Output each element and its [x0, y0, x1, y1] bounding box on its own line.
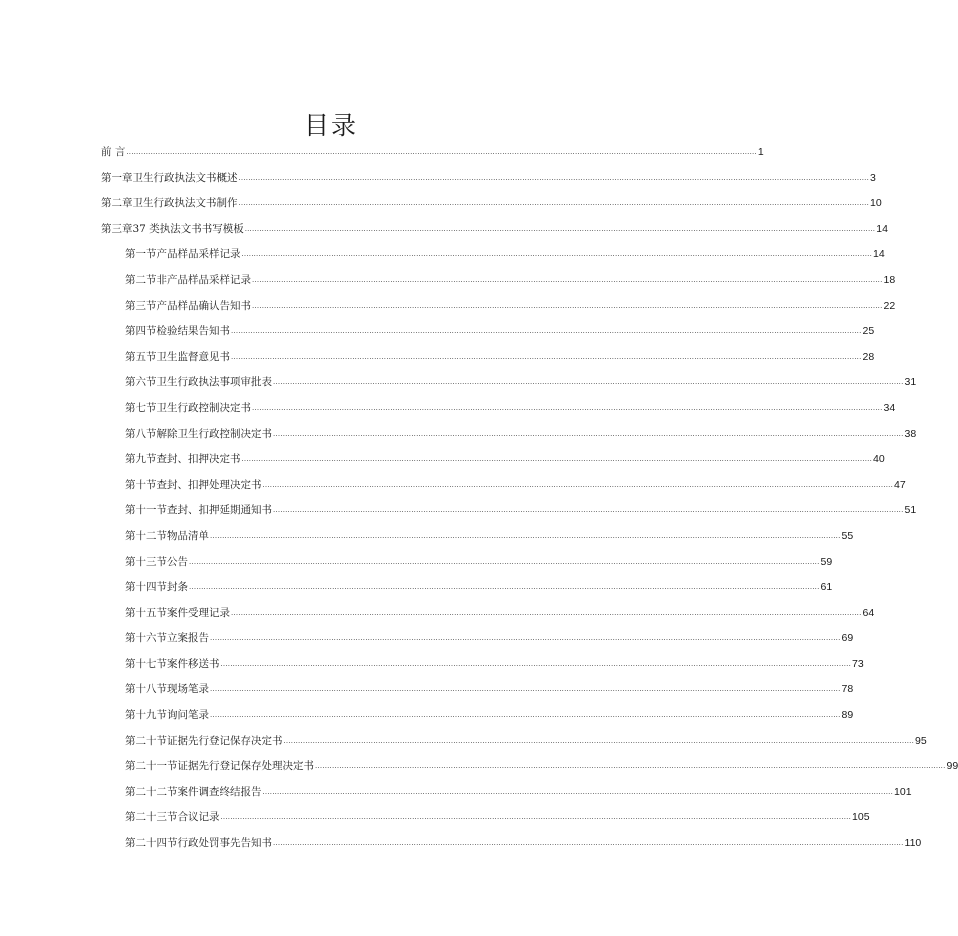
dot-leader: .................................................................................................................................................................................................................................................................... — [315, 762, 946, 771]
toc-entry-number: 第十一节 — [125, 504, 167, 517]
toc-entry-page-number: 38 — [904, 427, 917, 440]
toc-entry-number: 第四节 — [125, 325, 157, 338]
toc-entry-title: 现场笔录 — [167, 683, 209, 696]
toc-entry-title: 公告 — [167, 555, 188, 568]
toc-entry-title: 非产品样品采样记录 — [156, 273, 251, 286]
toc-entry-page-number: 22 — [883, 299, 896, 312]
dot-leader: .................................................................................................................................................................................................................................................................... — [210, 531, 841, 540]
toc-entry-number: 第二十二节 — [125, 785, 178, 798]
toc-entry-title: 卫生行政执法文书制作 — [132, 197, 238, 210]
toc-entry-page-number: 34 — [883, 401, 896, 414]
dot-leader: .................................................................................................................................................................................................................................................................... — [244, 224, 876, 233]
toc-entry-number: 第二十一节 — [125, 760, 178, 773]
toc-entry-title: 证据先行登记保存处理决定书 — [177, 760, 314, 773]
toc-entry-page-number: 99 — [946, 760, 958, 773]
toc-entry[interactable] — [101, 191, 882, 217]
toc-entry-title: 产品样品确认告知书 — [156, 299, 251, 312]
toc-entry-title: 合议记录 — [177, 811, 220, 824]
toc-entry[interactable] — [101, 473, 906, 499]
toc-entry-number: 第一节 — [125, 248, 157, 261]
page-title: 目录 — [303, 111, 358, 140]
toc-entry-page-number: 47 — [894, 478, 906, 491]
toc-entry-title: 封条 — [167, 581, 188, 594]
toc-entry-page-number: 51 — [904, 504, 917, 517]
dot-leader: .................................................................................................................................................................................................................................................................... — [283, 736, 915, 745]
toc-entry-page-number: 110 — [904, 837, 922, 850]
toc-entry-page-number: 40 — [873, 453, 885, 466]
dot-leader: .................................................................................................................................................................................................................................................................... — [238, 173, 870, 182]
toc-entry-number: 第五节 — [125, 350, 157, 363]
toc-entry-title: 卫生行政控制决定书 — [156, 401, 251, 414]
dot-leader: .................................................................................................................................................................................................................................................................... — [238, 199, 870, 208]
dot-leader: .................................................................................................................................................................................................................................................................... — [220, 659, 852, 668]
dot-leader: .................................................................................................................................................................................................................................................................... — [273, 506, 904, 515]
toc-entry[interactable] — [101, 601, 875, 627]
toc-entry[interactable] — [101, 575, 833, 601]
toc-entry-page-number: 64 — [862, 606, 875, 619]
toc-entry-number: 第六节 — [125, 376, 157, 389]
toc-entry[interactable] — [101, 217, 888, 243]
toc-entry[interactable] — [101, 370, 917, 396]
toc-entry-number: 第十六节 — [125, 632, 167, 645]
toc-entry-number: 第一章 — [101, 171, 133, 184]
toc-entry-title: 案件移送书 — [167, 657, 220, 670]
dot-leader: .................................................................................................................................................................................................................................................................... — [231, 352, 862, 361]
dot-leader: .................................................................................................................................................................................................................................................................... — [262, 480, 894, 489]
toc-entry-title: 立案报告 — [167, 632, 209, 645]
toc-entry-page-number: 18 — [883, 273, 896, 286]
toc-entry-number: 第八节 — [125, 427, 157, 440]
dot-leader: .................................................................................................................................................................................................................................................................... — [273, 839, 904, 848]
toc-entry-title: 查封、扣押处理决定书 — [156, 478, 262, 491]
toc-entry-number: 第九节 — [125, 453, 157, 466]
toc-entry-number: 第七节 — [125, 401, 157, 414]
toc-entry-number: 第二十节 — [125, 734, 167, 747]
toc-entry-title: 卫生监督意见书 — [156, 350, 230, 363]
toc-entry[interactable] — [101, 780, 912, 806]
toc-entry-number: 第十三节 — [125, 555, 167, 568]
toc-entry-page-number: 14 — [876, 222, 888, 235]
dot-leader: .................................................................................................................................................................................................................................................................... — [210, 634, 841, 643]
toc-entry-number: 第十二节 — [125, 529, 167, 542]
toc-entry-page-number: 31 — [904, 376, 917, 389]
toc-entry-page-number: 55 — [841, 529, 854, 542]
dot-leader: .................................................................................................................................................................................................................................................................... — [189, 583, 820, 592]
toc-entry-page-number: 25 — [862, 325, 875, 338]
dot-leader: .................................................................................................................................................................................................................................................................... — [241, 250, 873, 259]
toc-entry[interactable] — [101, 140, 764, 166]
toc-entry-number: 第二章 — [101, 197, 133, 210]
toc-entry[interactable] — [101, 831, 922, 857]
toc-entry-title: 案件受理记录 — [167, 606, 230, 619]
dot-leader: .................................................................................................................................................................................................................................................................... — [220, 813, 852, 822]
dot-leader: .................................................................................................................................................................................................................................................................... — [241, 455, 873, 464]
toc-entry[interactable] — [101, 524, 854, 550]
dot-leader: .................................................................................................................................................................................................................................................................... — [231, 608, 862, 617]
dot-leader: .................................................................................................................................................................................................................................................................... — [262, 787, 894, 796]
toc-entry-number: 第三节 — [125, 299, 157, 312]
toc-entry-page-number: 105 — [852, 811, 870, 824]
toc-entry[interactable] — [101, 447, 885, 473]
dot-leader: .................................................................................................................................................................................................................................................................... — [252, 403, 883, 412]
toc-entry[interactable] — [101, 498, 917, 524]
toc-entry[interactable] — [101, 268, 896, 294]
toc-entry[interactable] — [101, 294, 896, 320]
toc-entry-number: 第二十三节 — [125, 811, 178, 824]
toc-entry-number: 第三章 — [101, 222, 133, 235]
toc-entry-number: 第十九节 — [125, 709, 167, 722]
toc-entry-title: 卫生行政执法事项审批表 — [156, 376, 272, 389]
toc-entry-title: 卫生行政执法文书概述 — [132, 171, 238, 184]
toc-entry[interactable] — [101, 805, 870, 831]
toc-entry-title: 询问笔录 — [167, 709, 209, 722]
toc-entry-page-number: 1 — [757, 146, 764, 158]
toc-entry[interactable] — [101, 652, 864, 678]
toc-entry[interactable] — [101, 345, 875, 371]
dot-leader: .................................................................................................................................................................................................................................................................... — [126, 148, 757, 156]
toc-entry-title: 行政处罚事先告知书 — [177, 837, 272, 850]
toc-entry-number: 第二节 — [125, 273, 157, 286]
toc-entry-title: 37 类执法文书书写模板 — [132, 222, 244, 235]
toc-entry-number: 第十七节 — [125, 657, 167, 670]
toc-entry[interactable] — [101, 754, 958, 780]
toc-entry[interactable] — [101, 729, 927, 755]
dot-leader: .................................................................................................................................................................................................................................................................... — [189, 557, 820, 566]
toc-entry-page-number: 14 — [873, 248, 885, 261]
toc-entry-title: 证据先行登记保存决定书 — [167, 734, 283, 747]
toc-entry-page-number: 69 — [841, 632, 854, 645]
table-of-contents — [101, 140, 958, 857]
toc-entry-page-number: 89 — [841, 709, 854, 722]
toc-entry-number: 第十五节 — [125, 606, 167, 619]
toc-entry[interactable] — [101, 242, 885, 268]
toc-entry-page-number: 28 — [862, 350, 875, 363]
toc-entry-number: 第二十四节 — [125, 837, 178, 850]
dot-leader: .................................................................................................................................................................................................................................................................... — [252, 301, 883, 310]
toc-entry-page-number: 78 — [841, 683, 854, 696]
dot-leader: .................................................................................................................................................................................................................................................................... — [252, 275, 883, 284]
toc-entry-number: 前 言 — [101, 146, 126, 158]
toc-entry[interactable] — [101, 319, 875, 345]
toc-entry-title: 查封、扣押决定书 — [156, 453, 241, 466]
toc-entry-page-number: 59 — [820, 555, 833, 568]
dot-leader: .................................................................................................................................................................................................................................................................... — [210, 685, 841, 694]
toc-entry[interactable] — [101, 550, 833, 576]
toc-entry-title: 物品清单 — [167, 529, 209, 542]
toc-entry[interactable] — [101, 166, 876, 192]
toc-entry-page-number: 3 — [870, 171, 876, 184]
toc-entry-number: 第十八节 — [125, 683, 167, 696]
dot-leader: .................................................................................................................................................................................................................................................................... — [273, 378, 904, 387]
toc-entry-title: 检验结果告知书 — [156, 325, 230, 338]
toc-entry-page-number: 73 — [852, 657, 864, 670]
toc-entry-title: 产品样品采样记录 — [156, 248, 241, 261]
toc-entry-page-number: 101 — [894, 785, 912, 798]
toc-entry-page-number: 95 — [915, 734, 927, 747]
toc-entry[interactable] — [101, 703, 854, 729]
toc-entry-title: 解除卫生行政控制决定书 — [156, 427, 272, 440]
toc-entry-title: 查封、扣押延期通知书 — [167, 504, 272, 517]
toc-entry-page-number: 10 — [870, 197, 882, 210]
toc-entry-title: 案件调查终结报告 — [177, 785, 262, 798]
toc-entry[interactable] — [101, 677, 854, 703]
dot-leader: .................................................................................................................................................................................................................................................................... — [231, 327, 862, 336]
toc-entry-number: 第十四节 — [125, 581, 167, 594]
dot-leader: .................................................................................................................................................................................................................................................................... — [210, 711, 841, 720]
toc-entry[interactable] — [101, 626, 854, 652]
dot-leader: .................................................................................................................................................................................................................................................................... — [273, 429, 904, 438]
toc-entry[interactable] — [101, 422, 917, 448]
toc-entry-number: 第十节 — [125, 478, 157, 491]
toc-entry-page-number: 61 — [820, 581, 833, 594]
toc-entry[interactable] — [101, 396, 896, 422]
